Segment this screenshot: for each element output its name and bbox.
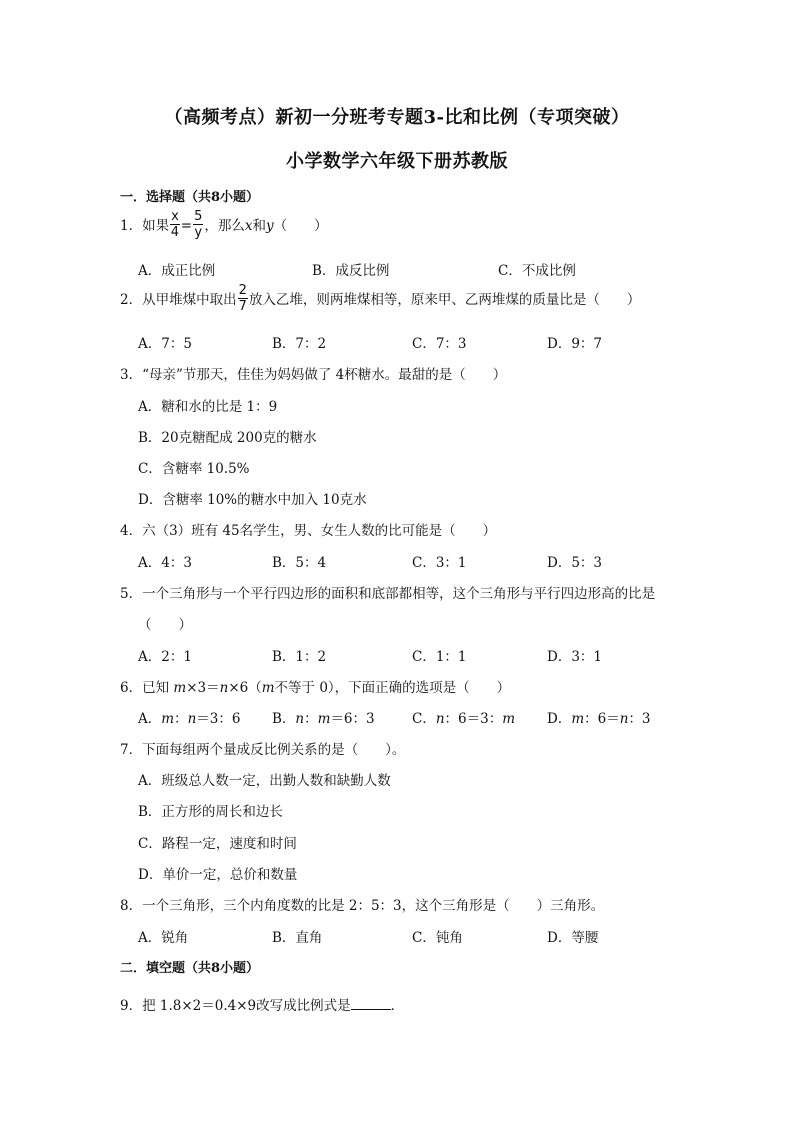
q3-option-b[interactable]: B．20克糖配成 200克的糖水: [138, 430, 317, 446]
fraction-denominator: 4: [170, 225, 180, 240]
q8-option-c[interactable]: C．钝角: [412, 930, 463, 946]
question-1-text: 和: [252, 218, 267, 234]
option-text: ＝3：6: [196, 711, 241, 727]
question-9-stem: [120, 994, 404, 1014]
q4-option-c[interactable]: C．3：1: [412, 555, 467, 571]
fraction-x-over-4: [170, 210, 180, 239]
q1-option-b[interactable]: B．成反比例: [312, 263, 390, 279]
variable-m: m: [173, 680, 187, 696]
option-label: B．: [272, 711, 296, 727]
q2-option-a[interactable]: A．7：5: [138, 336, 192, 352]
q3-option-c[interactable]: C．含糖率 10.5%: [138, 461, 250, 477]
question-9-text: 9．把 1.8×2＝0.4×9改写成比例式是: [120, 998, 351, 1014]
q5-option-c[interactable]: C．1：1: [412, 649, 467, 665]
q2-option-b[interactable]: B．7：2: [272, 336, 327, 352]
answer-blank-parens: （ ）: [273, 218, 328, 234]
option-text: ＝6：3: [330, 711, 375, 727]
fraction-numerator: 2: [238, 283, 247, 298]
option-text: ：3: [628, 711, 651, 727]
question-2-text: 放入乙堆，则两堆煤相等，原来甲、乙两堆煤的质量比是（ ）: [248, 292, 641, 308]
variable-n: n: [219, 680, 229, 696]
question-2-stem: [120, 283, 641, 315]
variable-n: n: [435, 711, 445, 727]
question-2-prefix: 2．从甲堆煤中取出: [120, 292, 237, 308]
fraction-numerator: x: [171, 209, 179, 224]
variable-m: m: [261, 680, 275, 696]
q4-option-d[interactable]: D．5：3: [547, 555, 603, 571]
variable-m: m: [571, 711, 585, 727]
question-3-stem: 3．“母亲”节那天，佳佳为妈妈做了 4杯糖水。最甜的是（ ）: [120, 367, 507, 383]
fraction-denominator: y: [194, 225, 203, 240]
fraction-numerator: 5: [194, 209, 203, 224]
variable-n: n: [187, 711, 197, 727]
question-8-stem: 8．一个三角形，三个内角度数的比是 2：5：3，这个三角形是（ ）三角形。: [120, 898, 605, 914]
variable-x: x: [244, 218, 253, 234]
q1-option-a[interactable]: A．成正比例: [138, 263, 216, 279]
question-6-text: 6．已知: [120, 680, 174, 696]
fraction-2-over-7: [238, 284, 248, 313]
q5-option-b[interactable]: B．1：2: [272, 649, 327, 665]
variable-n: n: [619, 711, 629, 727]
variable-m: m: [161, 711, 175, 727]
q2-option-c[interactable]: C．7：3: [412, 336, 467, 352]
q4-option-a[interactable]: A．4：3: [138, 555, 192, 571]
option-text: ：6＝: [584, 711, 620, 727]
equals-sign: =: [180, 218, 193, 234]
q8-option-a[interactable]: A．锐角: [138, 930, 189, 946]
page-title: （高频考点）新初一分班考专题3-比和比例（专项突破）: [164, 107, 630, 128]
option-label: D．: [547, 711, 572, 727]
q6-option-b[interactable]: [272, 707, 375, 727]
q7-option-b[interactable]: B．正方形的周长和边长: [138, 804, 283, 820]
fraction-5-over-y: [193, 210, 203, 239]
variable-n: n: [295, 711, 305, 727]
q1-option-c[interactable]: C．不成比例: [498, 263, 576, 279]
option-text: ：: [174, 711, 188, 727]
question-6-text: ×3＝: [186, 680, 220, 696]
option-text: ：6＝3：: [444, 711, 503, 727]
q8-option-b[interactable]: B．直角: [272, 930, 323, 946]
q4-option-b[interactable]: B．5：4: [272, 555, 327, 571]
question-1-prefix: 1．如果: [120, 218, 170, 234]
q6-option-a[interactable]: [138, 707, 240, 727]
option-label: A．: [138, 711, 162, 727]
question-6-text: ×6（: [228, 680, 262, 696]
variable-m: m: [502, 711, 516, 727]
q5-option-a[interactable]: A．2：1: [138, 649, 192, 665]
q6-option-c[interactable]: [412, 707, 515, 727]
fraction-denominator: 7: [238, 299, 247, 314]
variable-m: m: [317, 711, 331, 727]
q7-option-a[interactable]: A．班级总人数一定，出勤人数和缺勤人数: [138, 773, 391, 789]
q3-option-a[interactable]: A．糖和水的比是 1：9: [138, 399, 278, 415]
question-1-text: ，那么: [204, 218, 245, 234]
question-6-stem: [120, 676, 510, 696]
section-heading-fill: 二．填空题（共8小题）: [120, 961, 260, 976]
q3-option-d[interactable]: D．含糖率 10%的糖水中加入 10克水: [138, 492, 367, 508]
option-label: C．: [412, 711, 436, 727]
option-text: ：: [304, 711, 318, 727]
question-4-stem: 4．六（3）班有 45名学生，男、女生人数的比可能是（ ）: [120, 523, 497, 539]
question-5-answer-parens: （ ）: [138, 617, 192, 633]
variable-y: y: [266, 218, 274, 234]
question-6-text: 不等于 0），下面正确的选项是（ ）: [274, 680, 511, 696]
answer-blank[interactable]: [351, 997, 391, 1010]
q6-option-d[interactable]: [547, 707, 651, 727]
question-5-stem: 5．一个三角形与一个平行四边形的面积和底部都相等，这个三角形与平行四边形高的比是: [120, 586, 656, 602]
q2-option-d[interactable]: D．9：7: [547, 336, 603, 352]
section-heading-choice: 一．选择题（共8小题）: [120, 190, 260, 205]
q8-option-d[interactable]: D．等腰: [547, 930, 599, 946]
q7-option-c[interactable]: C．路程一定，速度和时间: [138, 836, 297, 852]
question-9-period: ．: [390, 998, 405, 1014]
question-7-stem: 7．下面每组两个量成反比例关系的是（ ）。: [120, 742, 406, 758]
page-subtitle: 小学数学六年级下册苏教版: [286, 151, 508, 172]
q5-option-d[interactable]: D．3：1: [547, 649, 603, 665]
question-1-stem: [120, 209, 328, 241]
q7-option-d[interactable]: D．单价一定，总价和数量: [138, 867, 298, 883]
